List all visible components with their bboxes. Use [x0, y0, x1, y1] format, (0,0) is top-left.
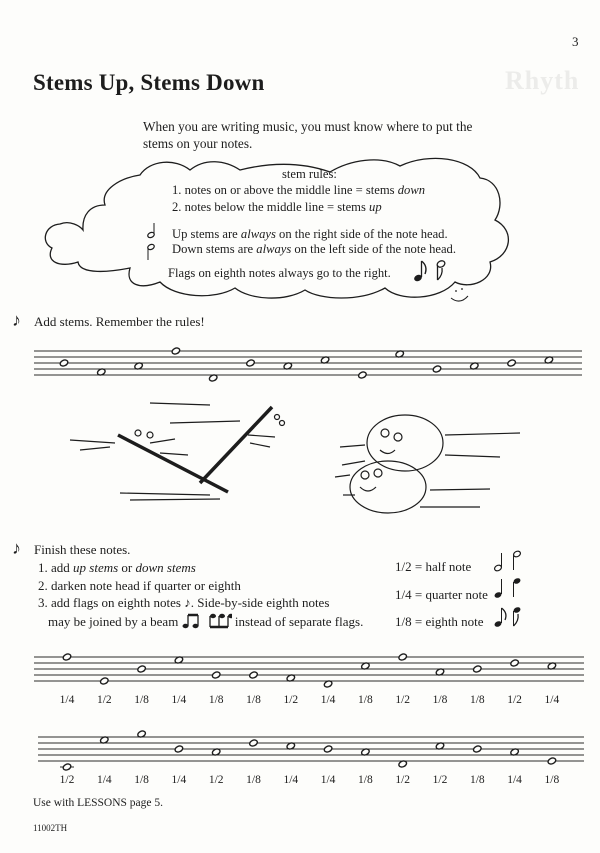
- up-stem-rule: Up stems are always on the right side of the note head.: [172, 227, 448, 241]
- duration-label: 1/2: [96, 694, 112, 706]
- staff-b-note-head[interactable]: [547, 757, 557, 765]
- staff-b-note-head[interactable]: [323, 745, 333, 753]
- duration-label: 1/8: [432, 694, 448, 706]
- instruction-step-3: 3. add flags on eighth notes ♪. Side-by-side eighth notes: [38, 595, 330, 610]
- duration-label: 1/4: [507, 774, 522, 786]
- duration-label: 1/4: [283, 774, 299, 786]
- duration-label: 1/8: [469, 694, 485, 706]
- duration-label: 1/8: [134, 774, 149, 786]
- legend-eighth-note: 1/8 = eighth note: [395, 614, 484, 629]
- instruction-step-1: 1. add up stems or down stems: [38, 560, 196, 575]
- flags-rule: Flags on eighth notes always go to the right.: [168, 266, 391, 280]
- staff-b-note-head[interactable]: [174, 745, 184, 753]
- page-number: 3: [572, 34, 579, 49]
- legend-quarter-note: 1/4 = quarter note: [395, 587, 488, 602]
- duration-label: 1/8: [469, 774, 485, 786]
- eighth-note-bullet-icon: ♪: [12, 310, 21, 330]
- staff-b-note-head[interactable]: [472, 745, 482, 753]
- eighth-note-icon: ♪: [184, 595, 191, 610]
- duration-label: 1/4: [171, 774, 187, 786]
- duration-label: 1/8: [358, 774, 373, 786]
- duration-label: 1/4: [59, 694, 75, 706]
- instruction-step-2: 2. darken note head if quarter or eighth: [38, 578, 241, 593]
- bleedthrough-text: Rhyth: [505, 66, 580, 95]
- exercise-2-instruction: Finish these notes.: [34, 542, 131, 557]
- catalog-code: 11002TH: [33, 823, 68, 833]
- duration-label: 1/2: [432, 774, 448, 786]
- duration-label: 1/8: [134, 694, 149, 706]
- lesson-reference: Use with LESSONS page 5.: [33, 797, 164, 809]
- duration-label: 1/4: [544, 694, 560, 706]
- rule-1: 1. notes on or above the middle line = stems down: [172, 183, 426, 197]
- duration-label: 1/8: [358, 694, 373, 706]
- duration-label: 1/4: [171, 694, 187, 706]
- staff-b-note-head[interactable]: [249, 739, 259, 747]
- duration-label: 1/2: [395, 774, 411, 786]
- duration-label: 1/4: [320, 774, 336, 786]
- exercise-1-instruction: Add stems. Remember the rules!: [34, 314, 205, 329]
- duration-label: 1/4: [320, 694, 336, 706]
- duration-label: 1/2: [283, 694, 299, 706]
- duration-label: 1/2: [59, 774, 75, 786]
- duration-label: 1/8: [246, 694, 261, 706]
- duration-label: 1/8: [246, 774, 261, 786]
- stem-rules-heading: stem rules:: [282, 167, 337, 181]
- intro-paragraph: When you are writing music, you must know where to put the stems on your notes.: [143, 119, 473, 151]
- duration-label: 1/8: [208, 694, 224, 706]
- duration-label: 1/4: [96, 774, 112, 786]
- duration-label: 1/8: [544, 774, 560, 786]
- legend-half-note: 1/2 = half note: [395, 559, 472, 574]
- duration-label: 1/2: [507, 694, 522, 706]
- rule-2: 2. notes below the middle line = stems up: [172, 200, 382, 214]
- duration-label: 1/2: [208, 774, 224, 786]
- staff-b-note-head[interactable]: [62, 763, 72, 771]
- instruction-step-3-continued: may be joined by a beam instead of separate flags.: [48, 614, 364, 629]
- page-title: Stems Up, Stems Down: [33, 70, 265, 95]
- eighth-note-bullet-icon: ♪: [12, 538, 21, 558]
- duration-label: 1/2: [395, 694, 411, 706]
- down-stem-rule: Down stems are always on the left side of the note head.: [172, 242, 456, 256]
